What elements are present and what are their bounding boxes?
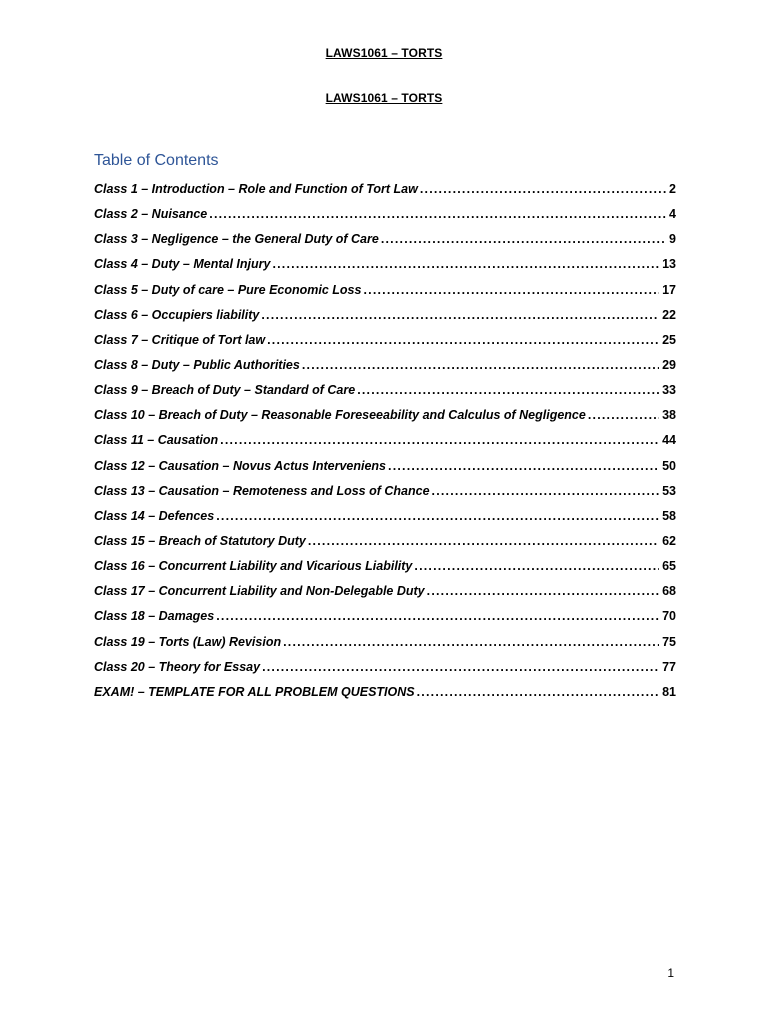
toc-entry[interactable] [94,433,676,458]
toc-dot-leader [308,534,659,548]
toc-dot-leader [363,283,659,297]
page-number: 1 [667,966,674,980]
document-title-repeat: LAWS1061 – TORTS [325,91,443,105]
toc-entry[interactable] [94,333,676,358]
toc-entry-label: Class 1 – Introduction – Role and Function of Tort Law [94,182,418,196]
toc-dot-leader [427,584,659,598]
toc-entry[interactable] [94,685,676,710]
toc-dot-leader [432,484,660,498]
toc-entry-label: Class 12 – Causation – Novus Actus Interveniens [94,458,387,473]
toc-entry-label: Class 17 – Concurrent Liability and Non-Delegable Duty [94,584,425,599]
toc-dot-leader [414,559,659,573]
toc-entry[interactable] [94,358,676,383]
toc-entry-page: 81 [662,684,676,699]
toc-dot-leader [209,207,666,221]
toc-entry[interactable] [94,207,676,232]
toc-entry[interactable] [94,283,676,308]
toc-entry[interactable] [94,484,676,509]
toc-entry-page: 44 [662,433,676,448]
toc-dot-leader [262,660,659,674]
toc-entry-label: Class 2 – Nuisance [94,207,208,222]
toc-entry-label: EXAM! – TEMPLATE FOR ALL PROBLEM QUESTIONS [94,684,415,699]
toc-entry[interactable] [94,509,676,534]
toc-entry-label: Class 11 – Causation [94,433,219,448]
toc-entry[interactable] [94,257,676,282]
toc-entry[interactable] [94,559,676,584]
toc-entry[interactable] [94,635,676,660]
toc-entry[interactable] [94,232,676,257]
toc-entry[interactable] [94,308,676,333]
toc-entry-page: 25 [662,332,676,347]
toc-entry-page: 70 [662,609,676,624]
toc-entry-label: Class 20 – Theory for Essay [94,659,261,674]
toc-dot-leader [588,408,659,422]
toc-entry-label: Class 6 – Occupiers liability [94,307,260,322]
toc-dot-leader [267,333,659,347]
toc-entry[interactable] [94,408,676,433]
toc-entry-page: 29 [662,357,676,372]
document-title: LAWS1061 – TORTS [325,46,443,60]
toc-entry[interactable] [94,584,676,609]
toc-entry-label: Class 14 – Defences [94,508,215,523]
toc-dot-leader [388,459,659,473]
toc-entry[interactable] [94,459,676,484]
toc-entry[interactable] [94,182,676,207]
toc-entry[interactable] [94,383,676,408]
toc-entry-label: Class 5 – Duty of care – Pure Economic Loss [94,282,362,297]
toc-entry-label: Class 19 – Torts (Law) Revision [94,634,282,649]
toc-entry-label: Class 13 – Causation – Remoteness and Loss of Chance [94,483,430,498]
toc-dot-leader [417,685,659,699]
toc-entry-label: Class 16 – Concurrent Liability and Vicarious Liability [94,559,413,574]
toc-entry-page: 4 [669,207,676,222]
toc-entry-page: 68 [662,584,676,599]
toc-dot-leader [272,257,659,271]
toc-dot-leader [302,358,659,372]
toc-entry[interactable] [94,660,676,685]
toc-entry-page: 9 [669,232,676,247]
toc-heading: Table of Contents [94,152,219,169]
toc-entry-label: Class 9 – Breach of Duty – Standard of Care [94,383,356,398]
toc-entry-page: 38 [662,408,676,423]
toc-dot-leader [381,232,666,246]
toc-entry[interactable] [94,609,676,634]
toc-entry-label: Class 4 – Duty – Mental Injury [94,257,271,272]
toc-entry-page: 75 [662,634,676,649]
toc-entry-page: 77 [662,659,676,674]
toc-dot-leader [216,609,659,623]
toc-entry-page: 13 [662,257,676,272]
toc-entry-label: Class 3 – Negligence – the General Duty of Care [94,232,379,247]
toc-dot-leader [261,308,659,322]
toc-entry-page: 50 [662,458,676,473]
toc-entry-page: 33 [662,383,676,398]
toc-entry-label: Class 18 – Damages [94,609,215,624]
toc-entry-page: 17 [662,282,676,297]
toc-entry-page: 22 [662,307,676,322]
toc-dot-leader [357,383,659,397]
toc-dot-leader [216,509,659,523]
toc-entry-page: 58 [662,508,676,523]
toc-entry[interactable] [94,534,676,559]
toc-entry-label: Class 8 – Duty – Public Authorities [94,357,300,372]
toc-entry-page: 65 [662,559,676,574]
toc-entry-label: Class 10 – Breach of Duty – Reasonable Foreseeability and Calculus of Negligence [94,408,586,423]
toc-entry-label: Class 15 – Breach of Statutory Duty [94,533,306,548]
toc-entry-page: 53 [662,483,676,498]
toc-entry-page: 62 [662,533,676,548]
table-of-contents [94,182,676,710]
toc-entry-page: 2 [669,182,676,196]
toc-entry-label: Class 7 – Critique of Tort law [94,332,266,347]
toc-dot-leader [420,182,666,196]
toc-dot-leader [220,433,659,447]
toc-dot-leader [283,635,659,649]
